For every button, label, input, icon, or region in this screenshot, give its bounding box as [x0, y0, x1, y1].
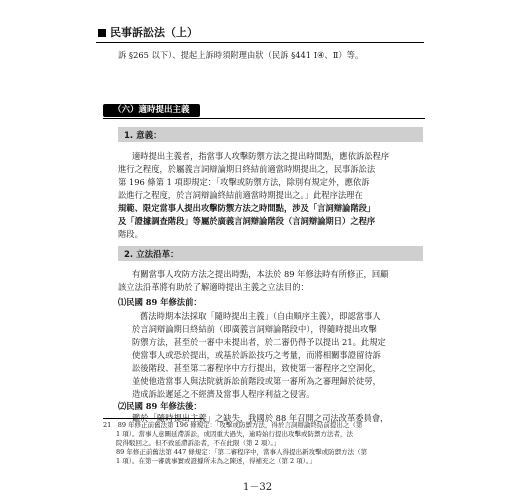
- header-rule: [96, 42, 424, 43]
- subsection-1-bar: [118, 127, 423, 142]
- item-heading: ⑵民國 89 年修法後：: [118, 401, 202, 411]
- subsection-2-bar: [118, 246, 423, 261]
- section-heading: （六）適時提出主義: [103, 104, 200, 117]
- footnote-line: 89 年修正前舊法第 447 條規定：「第二審程序中，當事人得提出新攻擊或防禦方法（第: [103, 448, 368, 456]
- subsection-1-heading: 1. 意義：: [124, 131, 162, 141]
- square-bullet-icon: [98, 29, 106, 37]
- paragraph-line: 階段。: [118, 229, 143, 239]
- paragraph-line: 及「證據調查階段」等屬於廣義言詞辯論階段（言詞辯論期日）之程序: [118, 216, 376, 226]
- paragraph-line: 適時提出主義者，指當事人攻擊防禦方法之提出時間點，應依訴訟程序: [132, 151, 390, 161]
- paragraph-line: 訟進行之程度，於言詞辯論終結前適當時期提出之。」此程序法理在: [118, 190, 363, 200]
- footnote-line: 院得駁回之。但不致延滯訴訟者，不在此限（第 2 項）。」: [103, 439, 281, 447]
- paragraph-line: 進行之程度，於屬義言詞辯論期日終結前適當時期提出之，民事訴訟法: [118, 164, 376, 174]
- paragraph-line: 防禦方法，甚至於一審中未提出者，於二審仍得予以提出 21。此規定: [132, 337, 386, 347]
- footnote-line: 21 89 年修正前舊法第 196 條規定：「攻擊或防禦方法，得於言詞辯論終結前提出之（第: [103, 421, 363, 429]
- footnote-line: 1 項）。當事人意圖延滯訴訟，或因重大過失，逾時始行提出攻擊或防禦方法者，法: [103, 430, 353, 438]
- paragraph-line: 第 196 條第 1 項即規定：「攻擊或防禦方法，除別有規定外，應依訴: [118, 177, 370, 187]
- paragraph-line: 並使他造當事人與法院就訴訟前階段或第一審所為之審理歸於徒勞，: [132, 376, 381, 386]
- running-header: [98, 24, 198, 40]
- paragraph-line: 於言詞辯論期日終結前（即廣義言詞辯論階段中），得隨時提出攻擊: [132, 324, 377, 334]
- paragraph-line: 有關當事人攻防方法之提出時點，本法於 89 年修法時有所修正，回顧: [132, 269, 389, 279]
- paragraph-line: 該立法沿革將有助於了解適時提出主義之立法目的：: [118, 282, 309, 292]
- item-heading: ⑴民國 89 年修法前：: [118, 297, 202, 307]
- header-title: 民事訴訟法（上）: [110, 26, 198, 39]
- paragraph-line: 造成訴訟遲延之不經濟及當事人程序利益之侵害。: [132, 389, 315, 399]
- page-number: 1－32: [243, 482, 273, 493]
- intro-line: 訴 §265 以下）、提起上訴時須附理由狀（民訴 §441 Ⅰ④、Ⅱ）等。: [118, 50, 364, 60]
- paragraph-line: 訟後階段、甚至第二審程序中方行提出，致使第一審程序之空洞化，: [132, 363, 381, 373]
- paragraph-line: 規範、限定當事人提出攻擊防禦方法之時間點，涉及「言詞辯論階段」: [118, 203, 376, 213]
- footnote-line: 1 項）。在第一審就事實或證據所未為之陳述，得補充之（第 2 項）。」: [103, 457, 316, 465]
- paragraph-line: 使當事人或恐於提出，或基於訴訟技巧之考量，而將相關事證留待訴: [132, 350, 381, 360]
- paragraph-line: 舊法時期本法採取「隨時提出主義」（自由順序主義），即認當事人: [140, 311, 381, 321]
- subsection-2-heading: 2. 立法沿革：: [124, 250, 179, 260]
- paragraph-line: 鑑於「隨時提出主義」之缺失，我國於 88 年召開之司法改革委員會，: [132, 413, 389, 423]
